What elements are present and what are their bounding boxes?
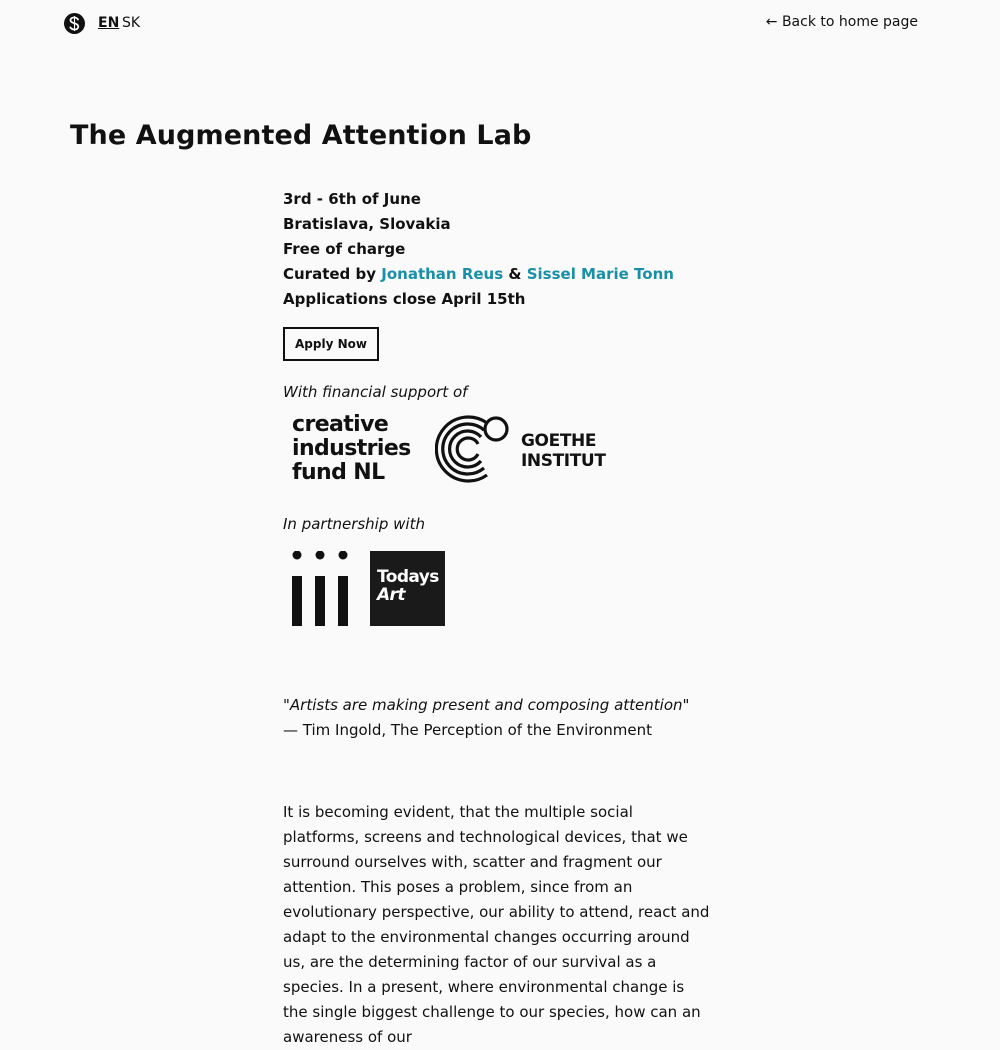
event-location: Bratislava, Slovakia — [283, 215, 451, 233]
ampersand: & — [508, 265, 522, 283]
sponsor-logos — [283, 412, 723, 495]
cif-line-2: industries — [292, 436, 411, 461]
event-dates: 3rd - 6th of June — [283, 190, 421, 208]
goethe-institut-icon[interactable] — [435, 415, 515, 495]
event-price: Free of charge — [283, 240, 406, 258]
language-en-link[interactable]: EN — [98, 15, 120, 31]
todays-art-line-1: Todays — [377, 567, 439, 587]
cif-line-1: creative — [292, 412, 389, 437]
curator-jonathan-reus-link[interactable]: Jonathan Reus — [381, 265, 504, 283]
quote-block — [283, 693, 723, 743]
cif-line-3: fund NL — [292, 460, 385, 485]
curator-sissel-marie-tonn-link[interactable]: Sissel Marie Tonn — [526, 265, 674, 283]
quote-text: "Artists are making present and composing attention" — [283, 696, 690, 714]
top-bar — [64, 12, 918, 34]
curators-line — [283, 262, 723, 287]
apply-now-button[interactable]: Apply Now — [283, 327, 379, 361]
todays-art-logo[interactable] — [370, 551, 445, 626]
back-to-home-link[interactable]: ← Back to home page — [765, 14, 918, 30]
body-paragraph: It is becoming evident, that the multiple social platforms, screens and technological devices, that we surround ourselves with, scatter and fragment our attention. This poses a problem, since from an evolutionary perspective, our ability to attend, react and adapt to the environmental changes occurring around us, are the determining factor of our survival as a species. In a present, where environmental change is the single biggest challenge to our species, how can an awareness of our — [283, 803, 710, 1046]
application-deadline: Applications close April 15th — [283, 290, 526, 308]
curated-by-label: Curated by — [283, 265, 377, 283]
language-sk-link[interactable]: SK — [122, 15, 141, 31]
site-logo-icon[interactable] — [64, 13, 85, 34]
goethe-line-1: GOETHE — [521, 431, 597, 451]
creative-industries-fund-logo[interactable] — [292, 413, 411, 485]
goethe-institut-wordmark — [521, 431, 606, 471]
iii-logo-icon[interactable] — [292, 551, 350, 627]
goethe-line-2: INSTITUT — [521, 451, 606, 471]
main-content — [283, 187, 723, 1050]
financial-support-label: With financial support of — [283, 383, 468, 401]
page-title: The Augmented Attention Lab — [70, 120, 532, 151]
partner-logos — [283, 551, 723, 627]
partnership-label: In partnership with — [283, 515, 425, 533]
quote-attribution: — Tim Ingold, The Perception of the Environment — [283, 721, 653, 739]
todays-art-line-2: Art — [377, 585, 405, 605]
